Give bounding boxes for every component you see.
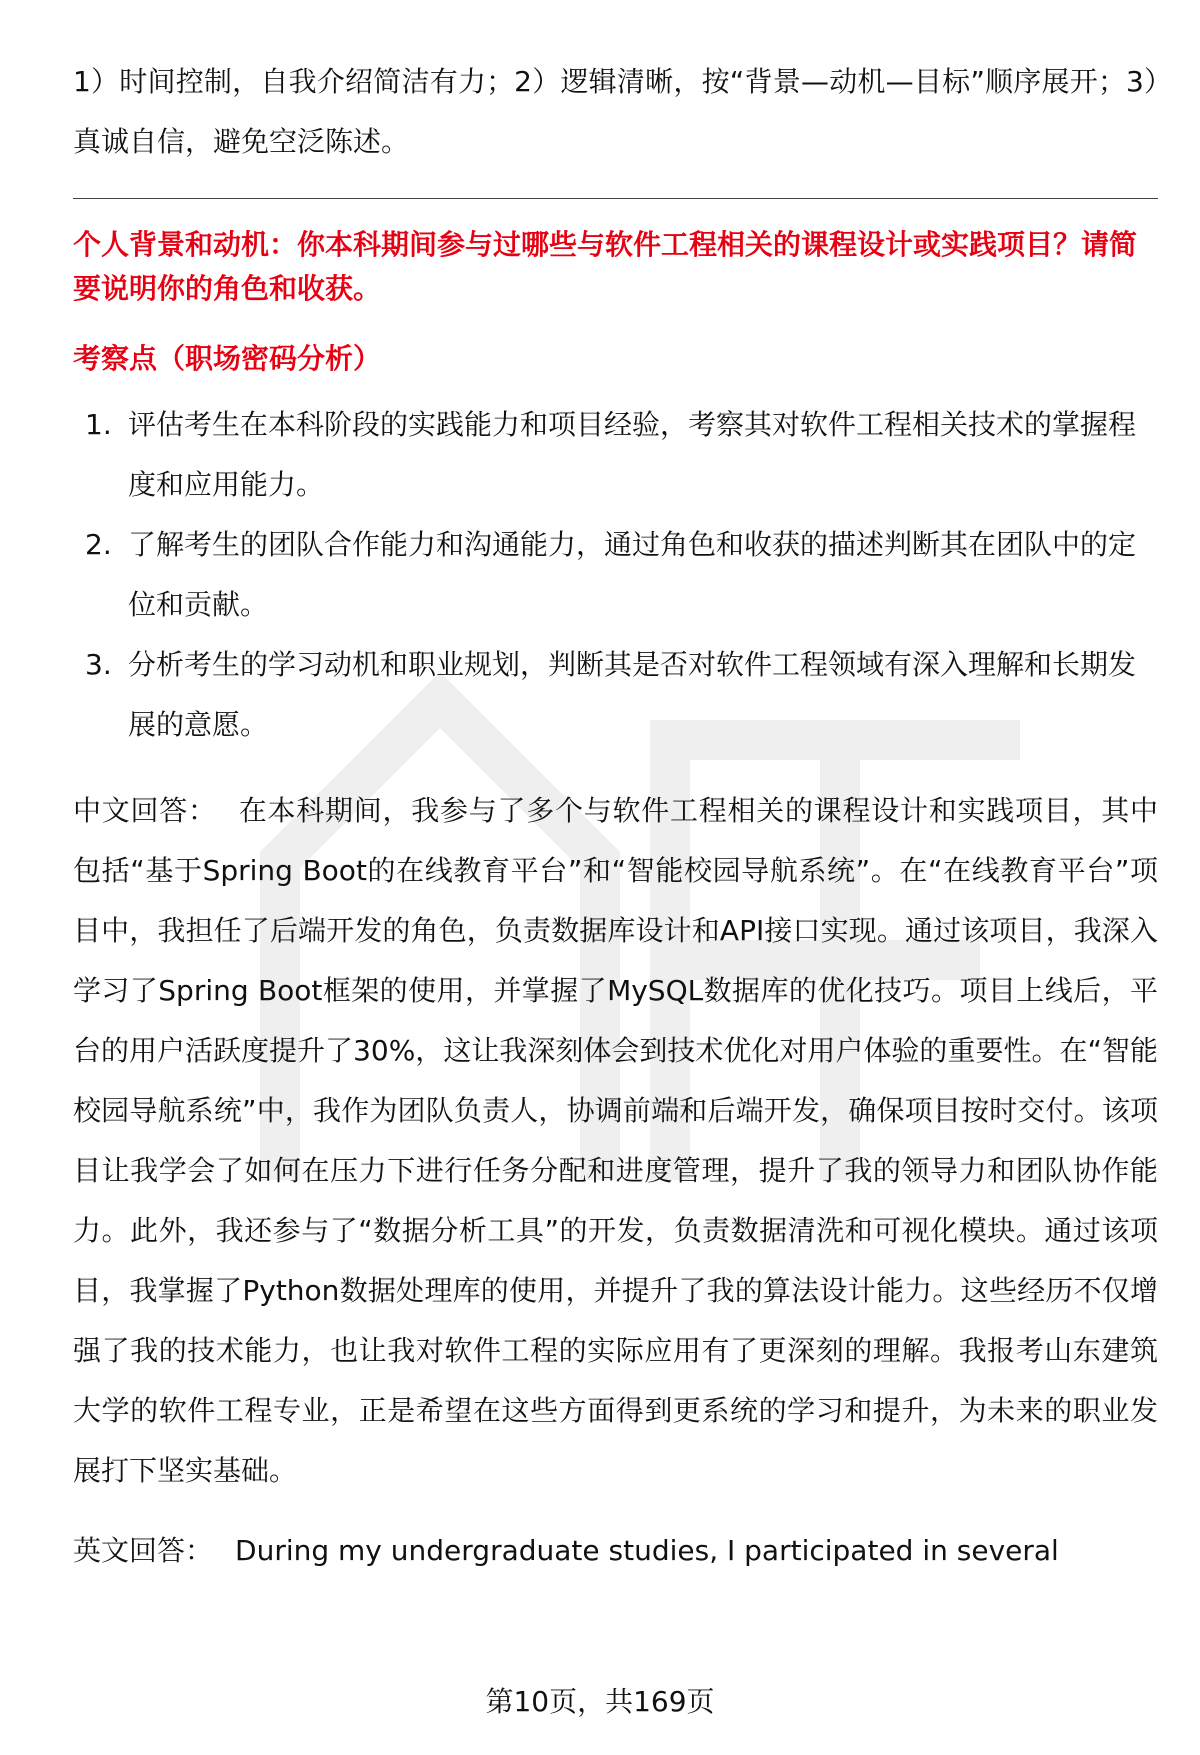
section-title: 考察点（职场密码分析） <box>73 342 382 375</box>
english-answer-label: 英文回答： <box>73 1534 214 1567</box>
section-divider <box>73 198 1158 199</box>
list-item <box>73 395 1158 515</box>
list-item <box>73 515 1158 635</box>
assessment-points-list <box>73 395 1158 755</box>
list-item-text: 了解考生的团队合作能力和沟通能力，通过角色和收获的描述判断其在团队中的定位和贡献。 <box>128 528 1137 621</box>
list-item-number: 2. <box>85 528 112 561</box>
chinese-answer-text: 在本科期间，我参与了多个与软件工程相关的课程设计和实践项目，其中包括“基于Spring Boot的在线教育平台”和“智能校园导航系统”。在“在线教育平台”项目中，我担任了后端开发的角色，负责数据库设计和API接口实现。通过该项目，我深入学习了Spring Boot框架的使用，并掌握了MySQL数据库的优化技巧。项目上线后，平台的用户活跃度提升了30%，这让我深刻体会到技术优化对用户体验的重要性。在“智能校园导航系统”中，我作为团队负责人，协调前端和后端开发，确保项目按时交付。该项目让我学会了如何在压力下进行任务分配和进度管理，提升了我的领导力和团队协作能力。此外，我还参与了“数据分析工具”的开发，负责数据清洗和可视化模块。通过该项目，我掌握了Python数据处理库的使用，并提升了我的算法设计能力。这些经历不仅增强了我的技术能力，也让我对软件工程的实际应用有了更深刻的理解。我报考山东建筑大学的软件工程专业，正是希望在这些方面得到更系统的学习和提升，为未来的职业发展打下坚实基础。 <box>73 794 1158 1487</box>
list-item <box>73 635 1158 755</box>
chinese-answer-label: 中文回答： <box>73 794 217 827</box>
page-number-footer: 第10页，共169页 <box>485 1685 715 1718</box>
english-answer <box>73 1529 1158 1573</box>
english-answer-text: During my undergraduate studies, I participated in several <box>235 1534 1059 1567</box>
list-item-number: 3. <box>85 648 112 681</box>
document-page <box>73 52 1158 1573</box>
list-item-number: 1. <box>85 408 112 441</box>
list-item-text: 评估考生在本科阶段的实践能力和项目经验，考察其对软件工程相关技术的掌握程度和应用能力。 <box>128 408 1137 501</box>
chinese-answer <box>73 781 1158 1501</box>
question-heading: 个人背景和动机：你本科期间参与过哪些与软件工程相关的课程设计或实践项目？请简要说明你的角色和收获。 <box>73 228 1138 305</box>
intro-tips: 1）时间控制，自我介绍简洁有力；2）逻辑清晰，按“背景—动机—目标”顺序展开；3）真诚自信，避免空泛陈述。 <box>73 65 1158 158</box>
list-item-text: 分析考生的学习动机和职业规划，判断其是否对软件工程领域有深入理解和长期发展的意愿。 <box>128 648 1137 741</box>
